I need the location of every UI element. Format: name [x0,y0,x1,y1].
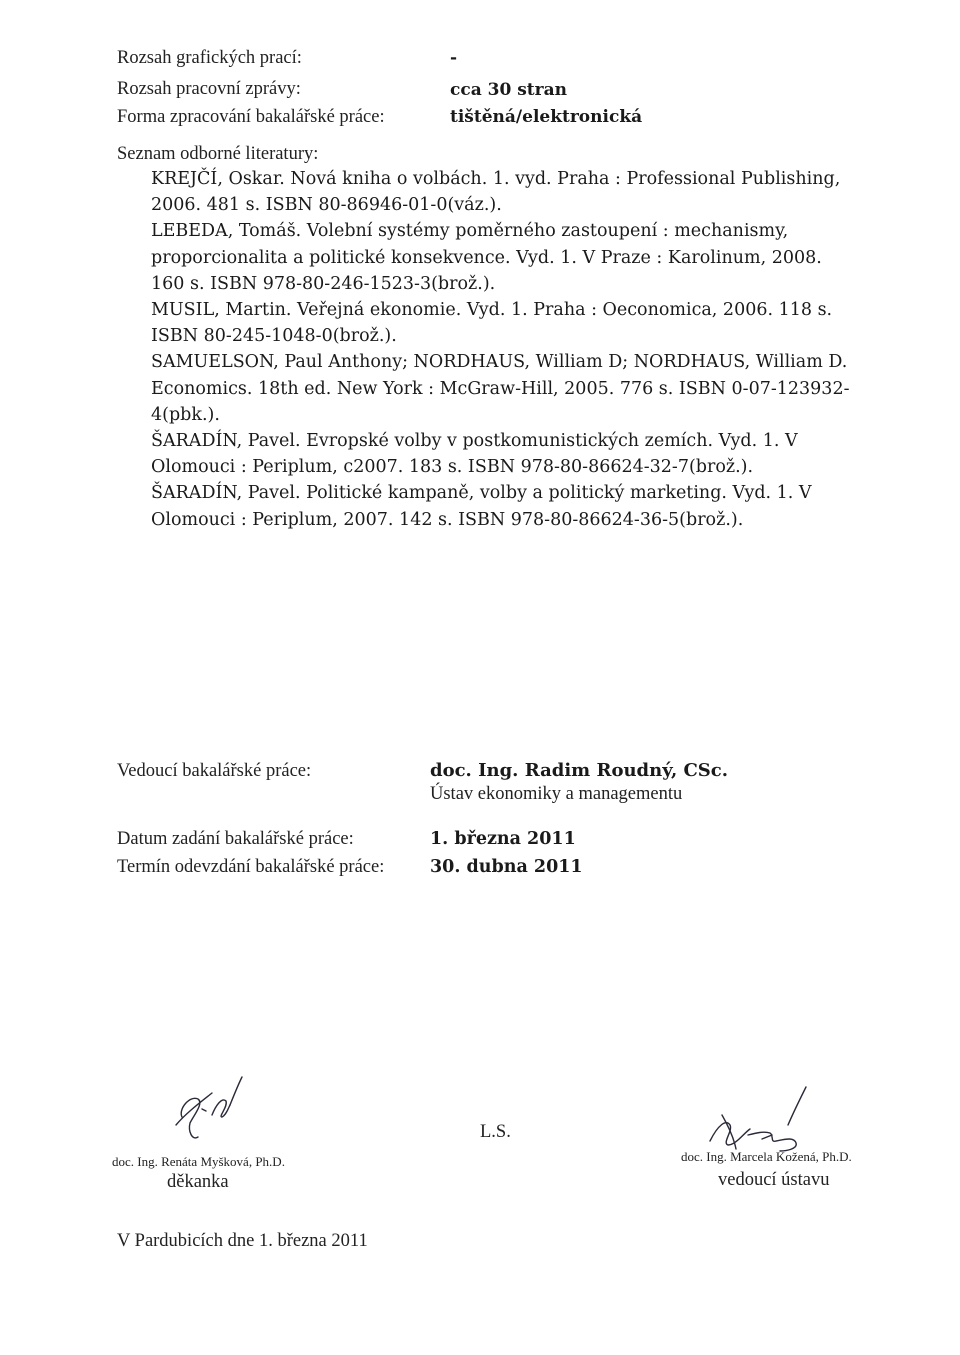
head-signature [700,1085,810,1155]
seal-mark: L.S. [480,1122,511,1142]
literature-item: KREJČÍ, Oskar. Nová kniha o volbách. 1. vyd. Praha : Professional Publishing, 2006. 481 s. ISBN 80-86946-01-0(váz.). [151,169,841,216]
deadline-value: 30. dubna 2011 [430,857,583,877]
place-date: V Pardubicích dne 1. března 2011 [117,1231,368,1251]
literature-item: ŠARADÍN, Pavel. Politické kampaně, volby a politický marketing. Vyd. 1. V Olomouci : Periplum, 2007. 142 s. ISBN 978-80-86624-36-5(brož.). [151,483,812,530]
report-scope-label: Rozsah pracovní zprávy: [117,79,301,99]
graphics-scope-value: - [450,48,458,68]
deadline-label: Termín odevzdání bakalářské práce: [117,857,385,877]
literature-item: LEBEDA, Tomáš. Volební systémy poměrného zastoupení : mechanismy, proporcionalita a politické konsekvence. Vyd. 1. V Praze : Karolinum, 2008. 160 s. ISBN 978-80-246-1523-3(brož.). [151,221,822,294]
form-value: tištěná/elektronická [450,107,643,127]
supervisor-department: Ústav ekonomiky a managementu [430,784,683,804]
literature-item: ŠARADÍN, Pavel. Evropské volby v postkomunistických zemích. Vyd. 1. V Olomouci : Periplum, c2007. 183 s. ISBN 978-80-86624-32-7(brož.). [151,431,798,478]
graphics-scope-label: Rozsah grafických prací: [117,48,302,68]
report-scope-value: cca 30 stran [450,80,567,100]
head-title: vedoucí ústavu [718,1170,830,1190]
literature-item: SAMUELSON, Paul Anthony; NORDHAUS, William D; NORDHAUS, William D. Economics. 18th ed. New York : McGraw-Hill, 2005. 776 s. ISBN 0-07-123932-4(pbk.). [151,352,850,425]
literature-heading: Seznam odborné literatury: [117,144,319,164]
dean-name: doc. Ing. Renáta Myšková, Ph.D. [112,1154,285,1169]
dean-signature [168,1075,248,1145]
literature-list [151,166,851,533]
head-name: doc. Ing. Marcela Kožená, Ph.D. [681,1149,852,1164]
assigned-date-value: 1. března 2011 [430,829,576,849]
literature-item: MUSIL, Martin. Veřejná ekonomie. Vyd. 1. Praha : Oeconomica, 2006. 118 s. ISBN 80-245-1048-0(brož.). [151,300,833,347]
supervisor-label: Vedoucí bakalářské práce: [117,761,312,781]
supervisor-name: doc. Ing. Radim Roudný, CSc. [430,760,729,781]
assigned-date-label: Datum zadání bakalářské práce: [117,829,354,849]
dean-title: děkanka [167,1172,229,1192]
form-label: Forma zpracování bakalářské práce: [117,107,385,127]
